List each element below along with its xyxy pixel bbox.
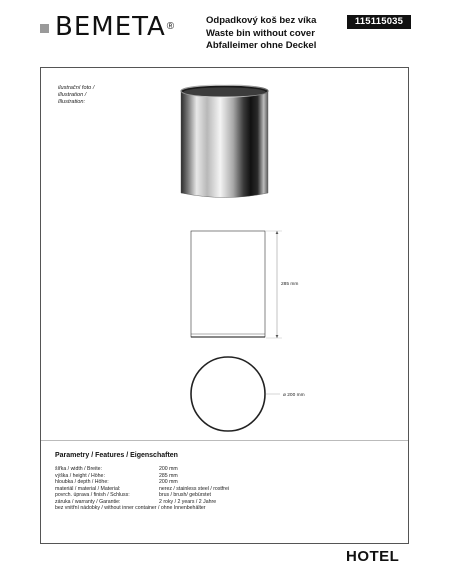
param-row-warranty: záruka / warranty / Garantie: 2 roky / 2 years / 2 Jahre	[55, 498, 217, 505]
parameters-title: Parametry / Features / Eigenschaften	[55, 452, 178, 459]
param-row-material: materiál / material / Material: nerez / stainless steel / rostfrei	[55, 485, 230, 492]
bin-top-view	[191, 357, 305, 431]
param-row-finish: povrch. úprava / finish / Schluss: brus / brush/ gebürstet	[55, 492, 211, 498]
title-german: Abfalleimer ohne Deckel	[206, 40, 317, 51]
height-label: 285 mm	[281, 282, 299, 287]
registered-mark: ®	[166, 21, 175, 32]
brand-name: BEMETA	[55, 12, 166, 42]
param-row-depth: hloubka / depth / Höhe: 200 mm	[55, 479, 178, 485]
caption-english: illustration /	[58, 92, 87, 98]
param-note-container: bez vnitřní nádobky / without inner container / ohne Innenbehälter	[55, 505, 206, 511]
diameter-label: ø 200 mm	[283, 393, 305, 398]
caption-german: Illustration:	[58, 99, 86, 105]
param-row-width: šířka / width / Breite: 200 mm	[55, 466, 178, 472]
height-dimension	[266, 231, 298, 338]
bin-photo	[181, 85, 268, 198]
caption-czech: ilustrační foto /	[58, 85, 95, 91]
segment-label-hotel: HOTEL	[346, 548, 400, 565]
product-code-badge: 115115035	[347, 15, 411, 29]
title-english: Waste bin without cover	[206, 27, 315, 39]
bin-front-elevation	[191, 231, 265, 337]
param-row-height: výška / height / Höhe: 285 mm	[55, 472, 178, 479]
title-czech: Odpadkový koš bez víka	[206, 15, 317, 26]
